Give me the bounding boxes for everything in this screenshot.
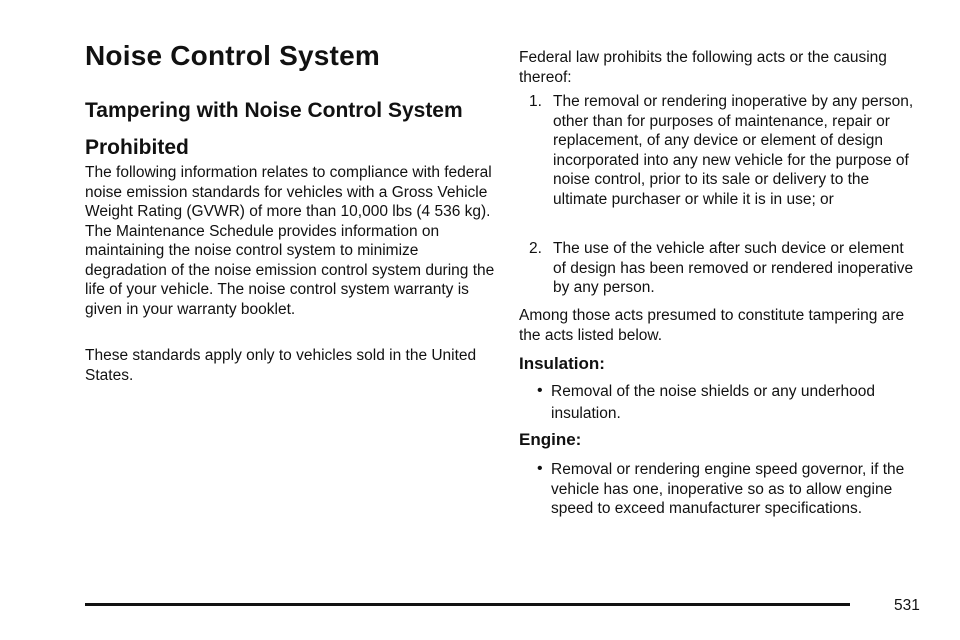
page-title: Noise Control System [85,40,380,71]
paragraph-tampering: Among those acts presumed to constitute tampering are the acts listed below. [519,307,905,344]
list-item-text: The use of the vehicle after such device or element of design has been removed or rendered inoperative by any person. [553,240,914,296]
list-item [519,239,919,298]
heading-engine: Engine: [519,430,582,449]
numbered-list-2 [519,239,919,298]
bullet-list-insulation [519,381,929,424]
paragraph-standards: These standards apply only to vehicles sold in the United States. [85,347,477,384]
list-item-number: 1. [529,93,542,110]
bullet-icon: • [537,460,543,477]
paragraph-compliance: The following information relates to compliance with federal noise emission standards for vehicles with a Gross Vehicle Weight Rating (GVWR) of more than 10,000 lbs (4 536 kg). The Maintenance Schedule provides information on maintaining the noise control system to minimize degradation of the noise emission control system during the life of your vehicle. The noise control system warranty is given in your warranty booklet. [85,164,495,318]
list-item [519,381,929,424]
paragraph-federal-law: Federal law prohibits the following acts or the causing thereof: [519,49,887,86]
page-number: 531 [894,597,920,614]
bullet-list-engine [519,460,929,519]
list-item-number: 2. [529,240,542,257]
list-item [519,92,919,209]
list-item [519,460,929,519]
list-item-text: Removal or rendering engine speed governor, if the vehicle has one, inoperative so as to allow engine speed to exceed manufacturer specifications. [551,461,905,517]
numbered-list [519,92,919,209]
bullet-icon: • [537,382,543,399]
heading-insulation: Insulation: [519,354,605,373]
list-item-text: The removal or rendering inoperative by any person, other than for purposes of maintenance, repair or replacement, of any device or element of design incorporated into any new vehicle for the purpose of noise control, prior to its sale or delivery to the ultimate purchaser or while it is in use; or [553,93,914,208]
footer-rule [85,603,850,606]
list-item-text: Removal of the noise shields or any underhood insulation. [551,383,875,422]
section-subtitle: Tampering with Noise Control System Prohibited [85,99,463,159]
